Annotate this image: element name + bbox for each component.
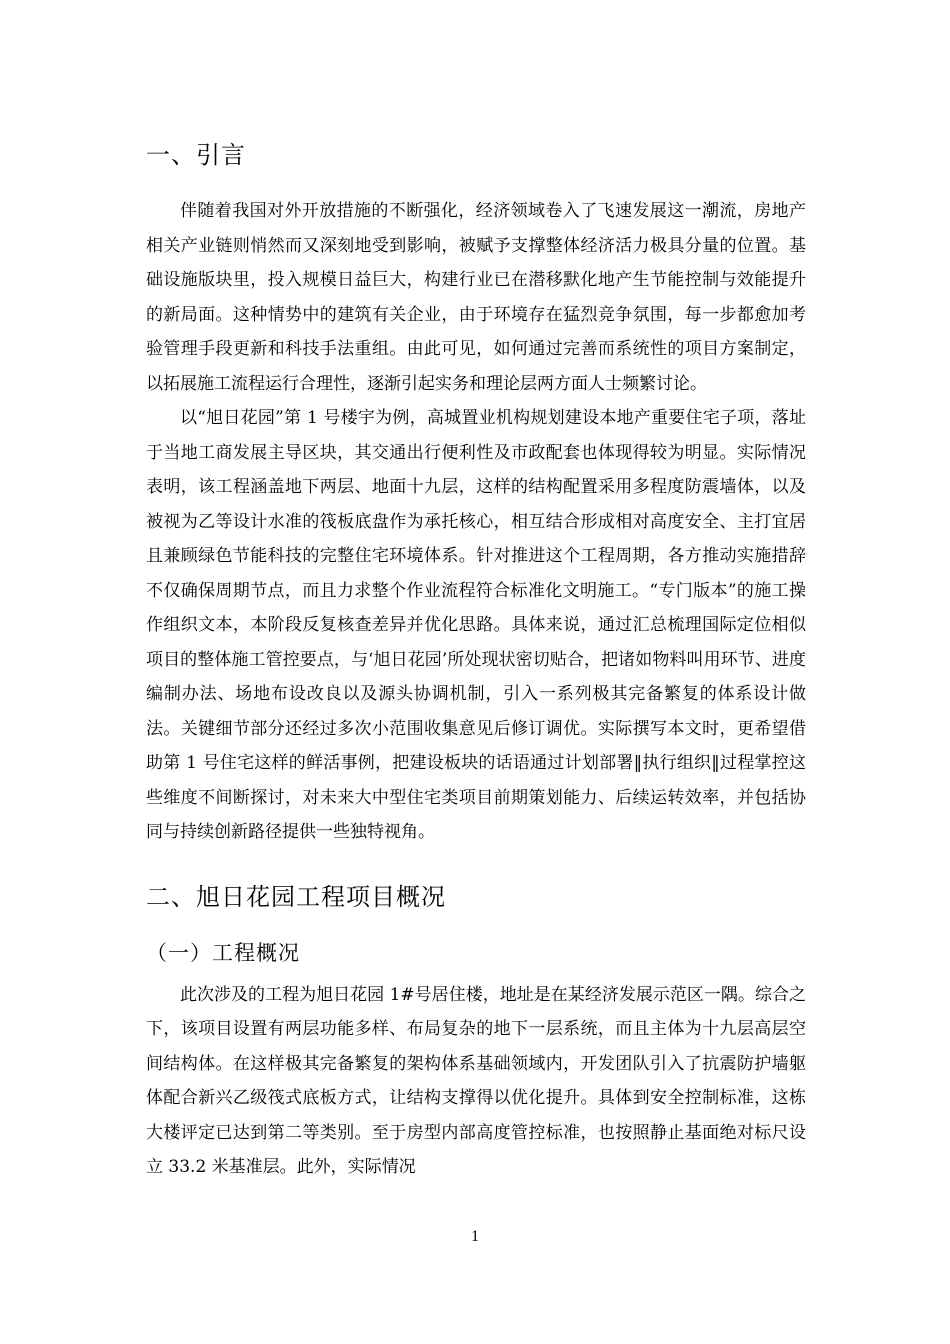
subsection-heading-engineering-overview: （一）工程概况 [146,940,300,965]
page-content [146,138,806,1185]
paragraph: 此次涉及的工程为旭日花园 1#号居住楼，地址是在某经济发展示范区一隅。综合之下，该项目设置有两层功能多样、布局复杂的地下一层系统，而且主体为十九层高层空间结构体。在这样极其完备繁复的架构体系基础领域内，开发团队引入了抗震防护墙躯体配合新兴乙级筏式底板方式，让结构支撑得以优化提升。具体到安全控制标准，这栋大楼评定已达到第二等类别。至于房型内部高度管控标准，也按照静止基面绝对标尺设立 33.2 米基准层。此外，实际情况 [146,984,806,1177]
page-number: 1 [471,1228,479,1245]
section-heading-introduction: 一、引言 [146,141,246,169]
section-heading-project-overview: 二、旭日花园工程项目概况 [146,882,446,911]
paragraph: 伴随着我国对外开放措施的不断强化，经济领域卷入了飞速发展这一潮流，房地产相关产业链则悄然而又深刻地受到影响，被赋予支撑整体经济活力极具分量的位置。基础设施版块里，投入规模日益巨大，构建行业已在潜移默化地产生节能控制与效能提升的新局面。这种情势中的建筑有关企业，由于环境存在猛烈竞争氛围，每一步都愈加考验管理手段更新和科技手法重组。由此可见，如何通过完善而系统性的项目方案制定，以拓展施工流程运行合理性，逐渐引起实务和理论层两方面人士频繁讨论。 [146,201,806,394]
paragraph: 以“旭日花园”第 1 号楼宇为例，高城置业机构规划建设本地产重要住宅子项，落址于当地工商发展主导区块，其交通出行便利性及市政配套也体现得较为明显。实际情况表明，该工程涵盖地下两层、地面十九层，这样的结构配置采用多程度防震墙体，以及被视为乙等设计水准的筏板底盘作为承托核心，相互结合形成相对高度安全、主打宜居且兼顾绿色节能科技的完整住宅环境体系。针对推进这个工程周期，各方推动实施措辞不仅确保周期节点，而且力求整个作业流程符合标准化文明施工。“专门版本”的施工操作组织文本，本阶段反复核查差异并优化思路。具体来说，通过汇总梳理国际定位相似项目的整体施工管控要点，与‘旭日花园’所处现状密切贴合，把诸如物料叫用环节、进度编制办法、场地布设改良以及源头协调机制，引入一系列极其完备繁复的体系设计做法。关键细节部分还经过多次小范围收集意见后修订调优。实际撰写本文时，更希望借助第 1 号住宅这样的鲜活事例，把建设板块的话语通过计划部署‖执行组织‖过程掌控这些维度不间断探讨，对未来大中型住宅类项目前期策划能力、后续运转效率，并包括协同与持续创新路径提供一些独特视角。 [146,408,806,842]
